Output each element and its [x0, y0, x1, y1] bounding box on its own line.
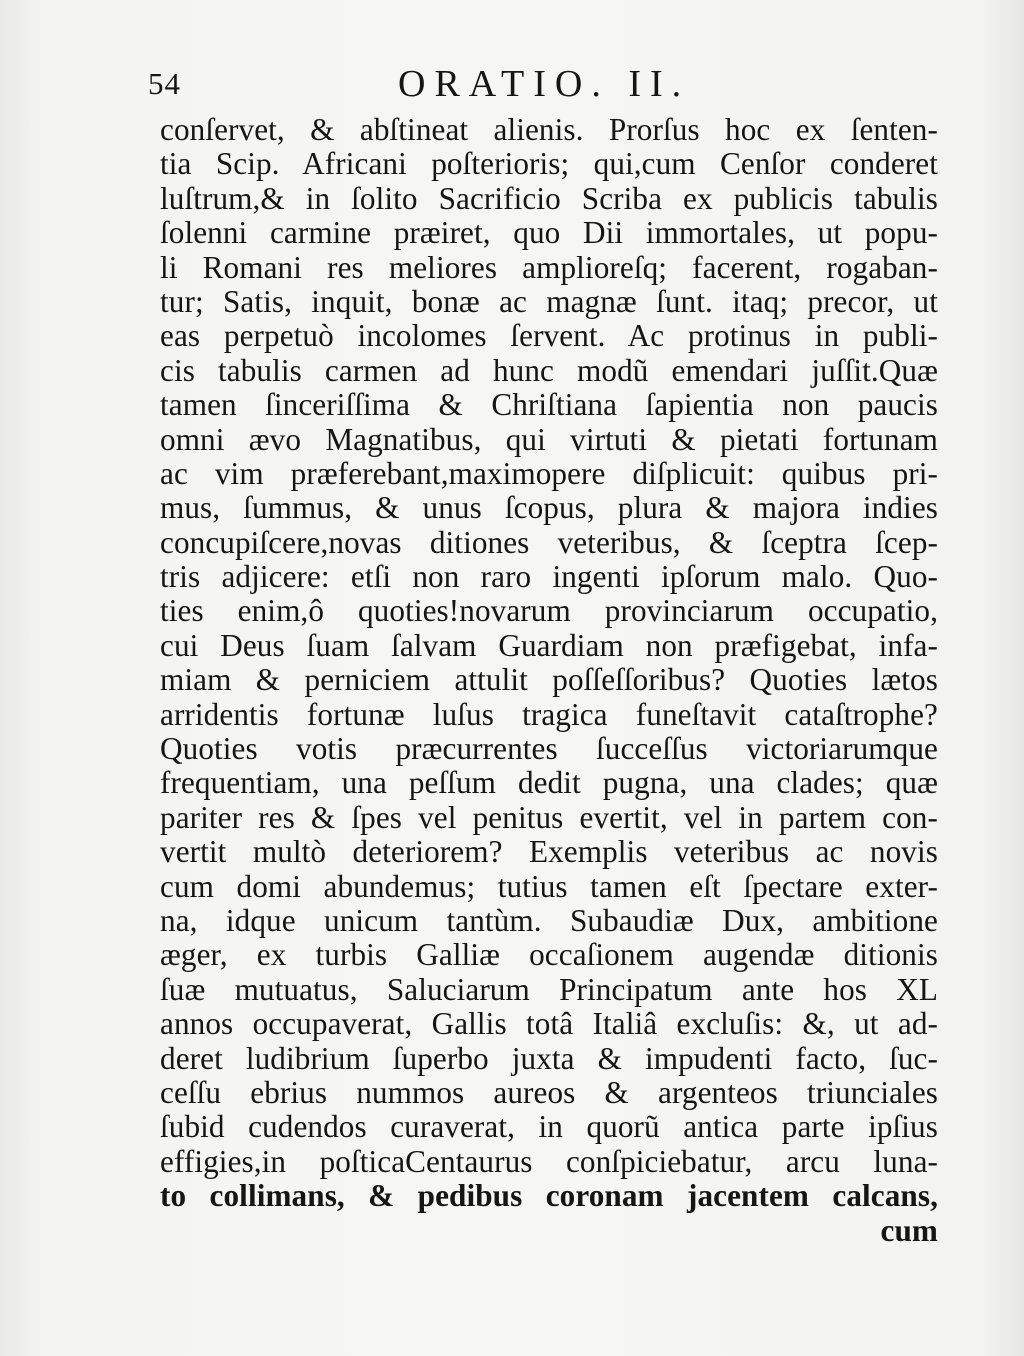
text-line: annos occupaverat, Gallis totâ Italiâ excluſis: &, ut ad-	[160, 1006, 938, 1042]
text-line: luſtrum,& in ſolito Sacrificio Scriba ex publicis tabulis	[160, 180, 938, 216]
text-line: cui Deus ſuam ſalvam Guardiam non præfigebat, infa-	[160, 627, 938, 663]
text-line: li Romani res meliores amplioreſq; facerent, rogaban-	[160, 249, 938, 285]
text-line: ſolenni carmine præiret, quo Dii immortales, ut popu-	[160, 215, 938, 251]
text-line: pariter res & ſpes vel penitus evertit, vel in partem con-	[160, 799, 938, 835]
text-line: ceſſu ebrius nummos aureos & argenteos triunciales	[160, 1074, 938, 1110]
text-line: ac vim præferebant,maximopere diſplicuit: quibus pri-	[160, 455, 938, 491]
text-line: tia Scip. Africani poſterioris; qui,cum Cenſor conderet	[160, 146, 938, 182]
catchword: cum	[880, 1212, 938, 1248]
text-line: tur; Satis, inquit, bonæ ac magnæ ſunt. itaq; precor, ut	[160, 283, 938, 319]
text-line: tamen ſinceriſſima & Chriſtiana ſapientia non paucis	[160, 387, 938, 423]
text-line: Quoties votis præcurrentes ſucceſſus victoriarumque	[160, 731, 938, 767]
text-line: cis tabulis carmen ad hunc modũ emendari juſſit.Quæ	[160, 352, 938, 388]
text-line: effigies,in poſticaCentaurus conſpiciebatur, arcu luna-	[160, 1143, 938, 1179]
text-line: omni ævo Magnatibus, qui virtuti & pietati fortunam	[160, 421, 938, 457]
page-header	[148, 62, 938, 112]
body-text	[160, 113, 938, 1248]
text-line: ties enim,ô quoties!novarum provinciarum occupatio,	[160, 593, 938, 629]
text-line: to collimans, & pedibus coronam jacentem calcans,	[160, 1178, 938, 1214]
text-line: eas perpetuò incolomes ſervent. Ac protinus in publi-	[160, 318, 938, 354]
text-line: deret ludibrium ſuperbo juxta & impudenti facto, ſuc-	[160, 1040, 938, 1076]
text-line: ſubid cudendos curaverat, in quorũ antica parte ipſius	[160, 1109, 938, 1145]
running-title: ORATIO. II.	[398, 63, 691, 105]
page-number: 54	[148, 66, 181, 101]
text-line: vertit multò deteriorem? Exemplis veteribus ac novis	[160, 834, 938, 870]
text-line: na, idque unicum tantùm. Subaudiæ Dux, ambitione	[160, 902, 938, 938]
text-line: concupiſcere,novas ditiones veteribus, & ſceptra ſcep-	[160, 524, 938, 560]
text-line: frequentiam, una peſſum dedit pugna, una clades; quæ	[160, 765, 938, 801]
text-line: miam & perniciem attulit poſſeſſoribus? Quoties lætos	[160, 662, 938, 698]
text-line: mus, ſummus, & unus ſcopus, plura & majora indies	[160, 490, 938, 526]
text-line: tris adjicere: etſi non raro ingenti ipſorum malo. Quo-	[160, 559, 938, 595]
text-line: arridentis fortunæ luſus tragica funeſtavit cataſtrophe?	[160, 696, 938, 732]
text-line: cum domi abundemus; tutius tamen eſt ſpectare exter-	[160, 868, 938, 904]
text-line: ſuæ mutuatus, Saluciarum Principatum ante hos XL	[160, 971, 938, 1007]
text-line: æger, ex turbis Galliæ occaſionem augendæ ditionis	[160, 937, 938, 973]
text-line: conſervet, & abſtineat alienis. Prorſus hoc ex ſenten-	[160, 112, 938, 147]
